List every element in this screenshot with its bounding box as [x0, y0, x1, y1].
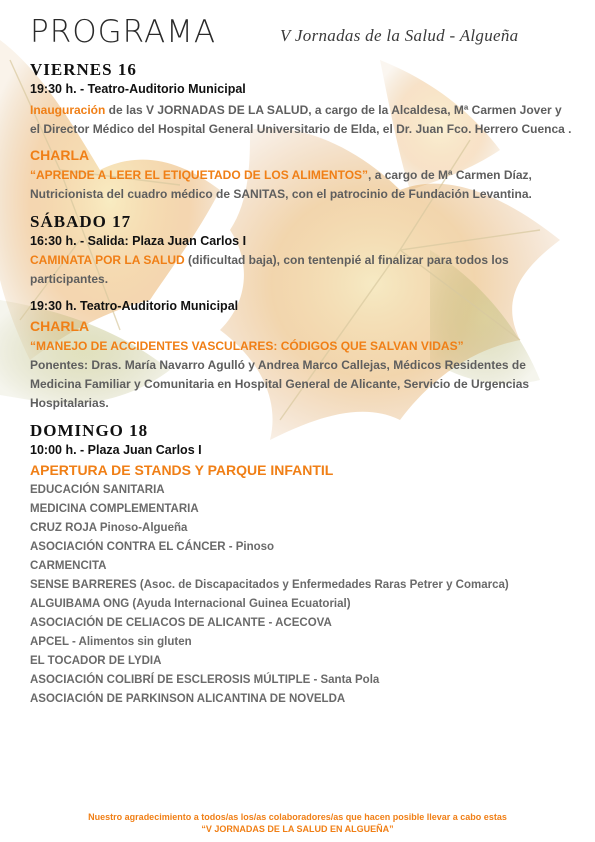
list-item: ALGUIBAMA ONG (Ayuda Internacional Guinea Ecuatorial) [30, 598, 351, 610]
stands-list [30, 481, 575, 709]
list-item: ASOCIACIÓN CONTRA EL CÁNCER - Pinoso [30, 541, 275, 553]
sabado-charla-label: CHARLA [30, 318, 90, 334]
list-item: MEDICINA COMPLEMENTARIA [30, 503, 199, 515]
day-heading-viernes: VIERNES 16 [30, 60, 137, 79]
sabado-time-place-1: 16:30 h. - Salida: Plaza Juan Carlos I [30, 234, 247, 248]
viernes-charla-text: , a cargo de Mª Carmen Díaz, Nutricionista del cuadro médico de SANITAS, con el patrocinio de Fundación Levantina. [30, 168, 532, 201]
sabado-charla-title: “MANEJO DE ACCIDENTES VASCULARES: CÓDIGOS QUE SALVAN VIDAS” [30, 339, 464, 353]
viernes-charla-label: CHARLA [30, 147, 90, 163]
inauguracion-label: Inauguración [30, 103, 106, 117]
viernes-inauguracion [30, 101, 575, 139]
day-heading-sabado: SÁBADO 17 [30, 212, 132, 231]
list-item: ASOCIACIÓN DE PARKINSON ALICANTINA DE NOVELDA [30, 693, 346, 705]
list-item: ASOCIACIÓN DE CELIACOS DE ALICANTE - ACECOVA [30, 617, 332, 629]
inauguracion-text: de las V JORNADAS DE LA SALUD, a cargo de la Alcaldesa, Mª Carmen Jover y el Director Médico del Hospital General Universitario de Elda, el Dr. Juan Fco. Herrero Cuenca . [30, 103, 572, 136]
list-item: CRUZ ROJA Pinoso-Algueña [30, 522, 188, 534]
acknowledgement-footer [0, 811, 595, 835]
sabado-caminata [30, 251, 575, 289]
list-item: CARMENCITA [30, 560, 107, 572]
sabado-ponentes: Ponentes: Dras. María Navarro Agulló y Andrea Marco Callejas, Médicos Residentes de Medicina Familiar y Comunitaria en Hospital General de Alicante, Servicio de Urgencias Hospitalarias. [30, 358, 530, 410]
domingo-time-place: 10:00 h. - Plaza Juan Carlos I [30, 443, 202, 457]
caminata-text: (dificultad baja), con tentenpié al finalizar para todos los participantes. [30, 253, 509, 286]
apertura-label: APERTURA DE STANDS Y PARQUE INFANTIL [30, 462, 334, 478]
viernes-charla-title: “APRENDE A LEER EL ETIQUETADO DE LOS ALIMENTOS” [30, 168, 369, 182]
list-item: EDUCACIÓN SANITARIA [30, 484, 165, 496]
viernes-time-place: 19:30 h. - Teatro-Auditorio Municipal [30, 82, 246, 96]
page-subtitle: V Jornadas de la Salud - Algueña [280, 26, 519, 45]
page-title: PROGRAMA [30, 14, 217, 50]
list-item: SENSE BARRERES (Asoc. de Discapacitados y Enfermedades Raras Petrer y Comarca) [30, 579, 509, 591]
sabado-time-place-2: 19:30 h. Teatro-Auditorio Municipal [30, 299, 239, 313]
list-item: APCEL - Alimentos sin gluten [30, 636, 192, 648]
footer-line-2: “V JORNADAS DE LA SALUD EN ALGUEÑA” [201, 824, 394, 834]
list-item: EL TOCADOR DE LYDIA [30, 655, 162, 667]
day-heading-domingo: DOMINGO 18 [30, 421, 149, 440]
footer-line-1: Nuestro agradecimiento a todos/as los/as colaboradores/as que hacen posible llevar a cabo estas [88, 812, 507, 822]
viernes-charla-description [30, 166, 575, 204]
program-body [30, 60, 575, 709]
list-item: ASOCIACIÓN COLIBRÍ DE ESCLEROSIS MÚLTIPLE - Santa Pola [30, 674, 380, 686]
caminata-label: CAMINATA POR LA SALUD [30, 253, 185, 267]
